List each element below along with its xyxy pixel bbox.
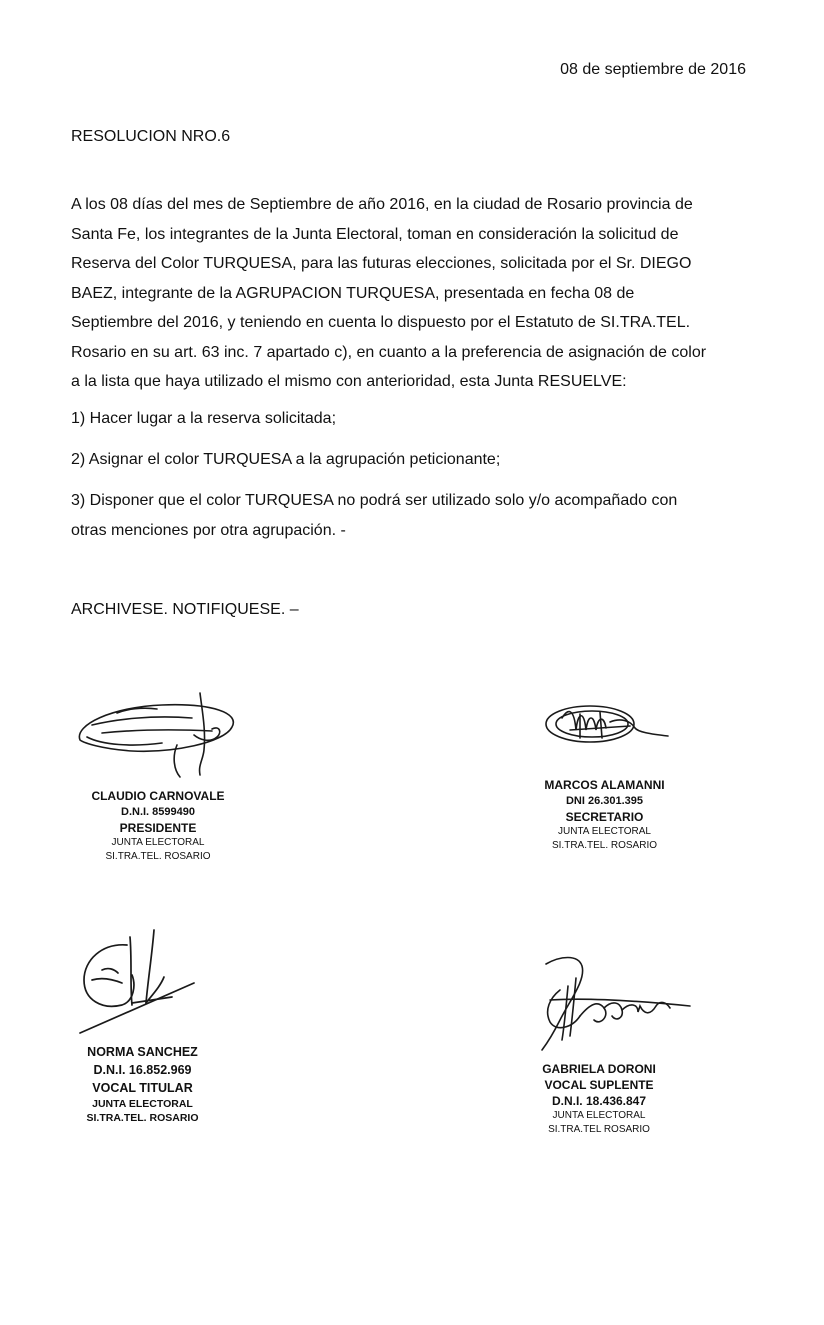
signature-carnovale-image [72,685,247,780]
signature-doroni-image [520,950,695,1055]
signatory-org: JUNTA ELECTORAL [558,826,651,837]
signatory-role: VOCAL SUPLENTE [544,1078,654,1092]
body-line: Santa Fe, los integrantes de la Junta Electoral, toman en consideración la solicitud de [71,225,679,243]
signatory-doroni [525,1061,673,1137]
signatory-org: SI.TRA.TEL ROSARIO [548,1124,650,1135]
resolution-body [71,190,751,397]
signatory-id: D.N.I. 18.436.847 [551,1094,647,1108]
signatory-org: SI.TRA.TEL. ROSARIO [86,1112,199,1124]
resolution-title: RESOLUCION NRO.6 [71,128,231,145]
body-line: a la lista que haya utilizado el mismo con anterioridad, esta Junta RESUELVE: [71,373,627,390]
signatory-org: JUNTA ELECTORAL [111,837,205,848]
signatory-name: GABRIELA DORONI [542,1062,656,1076]
resolution-item-2: 2) Asignar el color TURQUESA a la agrupación peticionante; [71,451,501,468]
body-line: Reserva del Color TURQUESA, para las futuras elecciones, solicitada por el Sr. DIEGO [71,255,692,272]
body-line: A los 08 días del mes de Septiembre de año 2016, en la ciudad de Rosario provincia de [71,196,693,213]
resolution-item-1: 1) Hacer lugar a la reserva solicitada; [71,410,337,427]
signatory-org: JUNTA ELECTORAL [552,1110,646,1121]
body-line: Rosario en su art. 63 inc. 7 apartado c), en cuanto a la preferencia de asignación de color [71,343,707,361]
signatory-alamanni [522,777,687,853]
signatory-org: SI.TRA.TEL. ROSARIO [551,840,658,851]
signatory-name: CLAUDIO CARNOVALE [91,789,225,803]
body-line: BAEZ, integrante de la AGRUPACION TURQUESA, presentada en fecha 08 de [71,284,635,302]
signatory-id: D.N.I. 8599490 [121,806,195,818]
signature-alamanni-image [540,700,675,750]
signatory-id: D.N.I. 16.852.969 [93,1063,192,1077]
body-line: Septiembre del 2016, y teniendo en cuenta lo dispuesto por el Estatuto de SI.TRA.TEL. [71,314,691,331]
signature-sanchez-image [72,925,202,1040]
signatory-name: MARCOS ALAMANNI [544,778,665,792]
signatory-carnovale [78,788,238,864]
signatory-name: NORMA SANCHEZ [87,1045,198,1059]
signatory-org: JUNTA ELECTORAL [92,1098,193,1110]
signatory-id: DNI 26.301.395 [565,795,644,807]
signatory-role: VOCAL TITULAR [92,1081,193,1095]
signatory-org: SI.TRA.TEL. ROSARIO [105,851,211,862]
closing-statement: ARCHIVESE. NOTIFIQUESE. – [71,601,299,618]
resolution-item-3: 3) Disponer que el color TURQUESA no podrá ser utilizado solo y/o acompañado con [71,492,678,509]
signatory-role: SECRETARIO [565,810,644,824]
signatory-role: PRESIDENTE [119,821,197,835]
signatory-sanchez [80,1043,205,1125]
resolution-item-3-continued: otras menciones por otra agrupación. - [71,522,346,539]
document-date: 08 de septiembre de 2016 [560,61,746,78]
